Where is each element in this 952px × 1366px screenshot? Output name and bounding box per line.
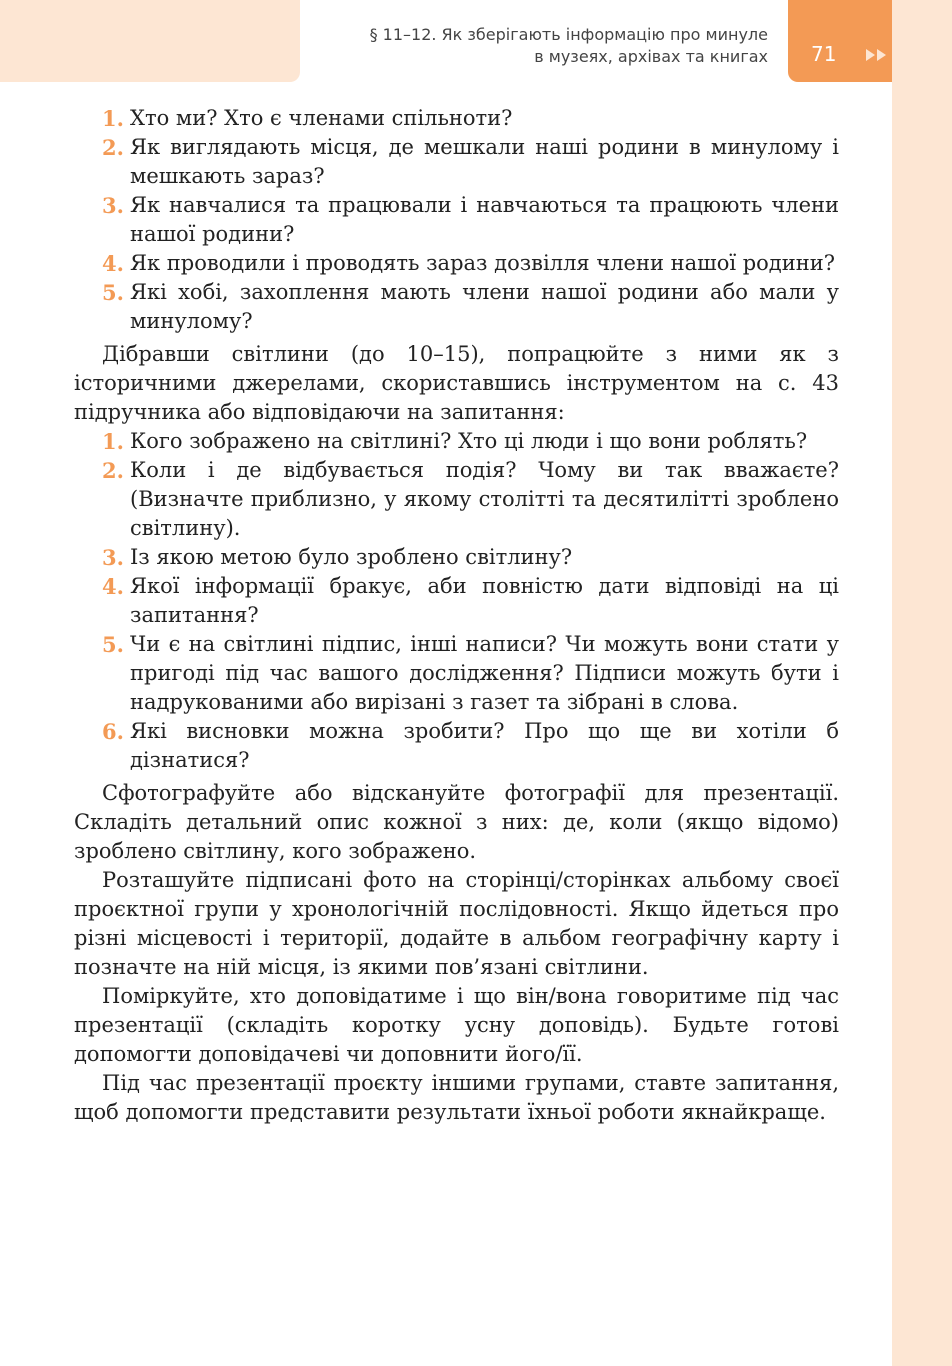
- list-text: Хто ми? Хто є членами спільноти?: [130, 106, 513, 130]
- chapter-title: [305, 24, 768, 68]
- list-number: 2.: [102, 135, 124, 160]
- list-number: 4.: [102, 574, 124, 599]
- list-item: [74, 717, 839, 775]
- list-number: 5.: [102, 280, 124, 305]
- list-text: Які хобі, захоплення мають члени нашої родини або мали у минулому?: [130, 280, 839, 333]
- page-content: [74, 104, 839, 1127]
- chapter-title-line-1: § 11–12. Як зберігають інформацію про минуле: [369, 25, 768, 44]
- paragraph-ask-questions: Під час презентації проєкту іншими групами, ставте запитання, щоб допомогти представити результати їхньої роботи якнайкраще.: [74, 1071, 839, 1124]
- paragraph-photos-intro: Дібравши світлини (до 10–15), попрацюйте з ними як з історичними джерелами, скориставшись інструментом на с. 43 підручника або відповідаючи на запитання:: [74, 342, 839, 424]
- list-number: 3.: [102, 545, 124, 570]
- list-item: [74, 191, 839, 249]
- list-text: Коли і де відбувається подія? Чому ви так вважаєте? (Визначте приблизно, у якому столітті та десятилітті зроблено світлину).: [130, 458, 839, 540]
- paragraph-scan-photos: Сфотографуйте або відскануйте фотографії для презентації. Складіть детальний опис кожної з них: де, коли (якщо відомо) зроблено світлину, кого зображено.: [74, 781, 839, 863]
- paragraph-arrange-album: Розташуйте підписані фото на сторінці/сторінках альбому своєї проєктної групи у хронологічній послідовності. Якщо йдеться про різні місцевості і території, додайте в альбом географічну карту і позначте на ній місця, із якими пов’язані світлини.: [74, 868, 839, 979]
- page-number-tab: [788, 0, 892, 82]
- list-text: Якої інформації бракує, аби повністю дати відповіді на ці запитання?: [130, 574, 839, 627]
- header-band: [0, 0, 300, 82]
- list-item: [74, 133, 839, 191]
- list-text: Кого зображено на світлині? Хто ці люди і що вони роблять?: [130, 429, 808, 453]
- list-item: [74, 543, 839, 572]
- list-text: Із якою метою було зроблено світлину?: [130, 545, 573, 569]
- list-item: [74, 572, 839, 630]
- paragraph-presenter: Поміркуйте, хто доповідатиме і що він/вона говоритиме під час презентації (складіть коротку усну доповідь). Будьте готові допомогти доповідачеві чи доповнити його/її.: [74, 984, 839, 1066]
- list-item: [74, 278, 839, 336]
- list-item: [74, 456, 839, 543]
- list-number: 2.: [102, 458, 124, 483]
- list-text: Як виглядають місця, де мешкали наші родини в минулому і мешкають зараз?: [130, 135, 839, 188]
- list-item: [74, 427, 839, 456]
- list-number: 4.: [102, 251, 124, 276]
- list-text: Як проводили і проводять зараз дозвілля члени нашої родини?: [130, 251, 835, 275]
- photo-questions-list: [74, 427, 839, 775]
- list-text: Чи є на світлині підпис, інші написи? Чи можуть вони стати у пригоді під час вашого дослідження? Підписи можуть бути і надрукованими або вирізані з газет та зібрані в слова.: [130, 632, 839, 714]
- list-number: 1.: [102, 429, 124, 454]
- list-item: [74, 249, 839, 278]
- list-number: 6.: [102, 719, 124, 744]
- list-text: Як навчалися та працювали і навчаються та працюють члени нашої родини?: [130, 193, 839, 246]
- chapter-title-line-2: в музеях, архівах та книгах: [534, 47, 768, 66]
- side-margin-strip: [892, 0, 952, 1366]
- page-number: 71: [811, 42, 837, 66]
- list-number: 3.: [102, 193, 124, 218]
- list-text: Які висновки можна зробити? Про що ще ви хотіли б дізнатися?: [130, 719, 839, 772]
- list-item: [74, 630, 839, 717]
- list-number: 1.: [102, 106, 124, 131]
- double-arrow-right-icon: [866, 48, 890, 62]
- list-number: 5.: [102, 632, 124, 657]
- list-item: [74, 104, 839, 133]
- family-questions-list: [74, 104, 839, 336]
